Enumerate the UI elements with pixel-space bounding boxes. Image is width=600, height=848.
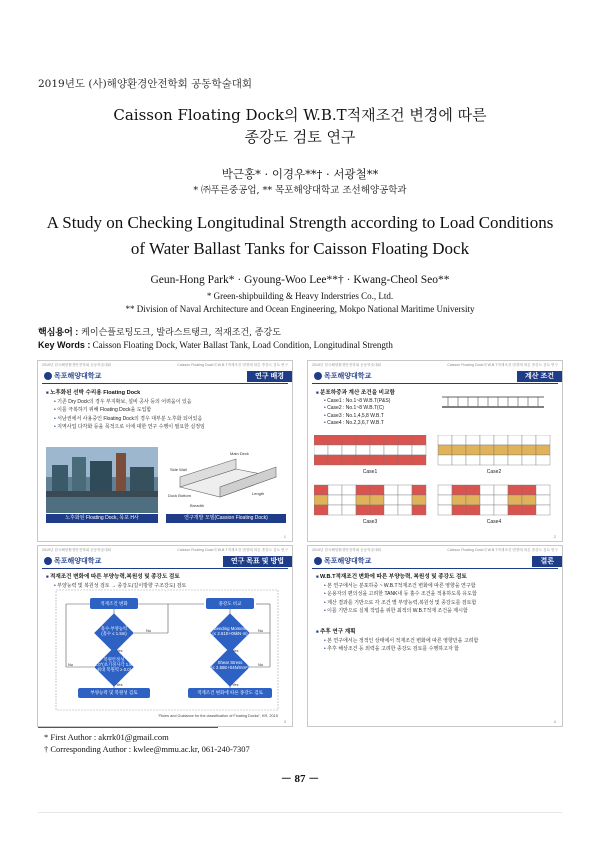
keywords-korean-text: 케이슨플로팅도크, 발라스트탱크, 적재조건, 종강도 [78, 328, 281, 338]
flow-strength-compare-box: 종강도 비교 [206, 598, 254, 609]
flowchart [38, 546, 293, 727]
flow-no-label: No [258, 662, 264, 667]
bullet-main: ■ 추후 연구 계획 [316, 627, 556, 635]
list-item: • 기존 Dry Dock의 경우 부지확보, 설비 공사 등의 어려움이 있음 [54, 398, 286, 405]
tank-cell [314, 455, 328, 465]
affiliation-english-line1: * Green-shipbuilding & Heavy Inderstries Co., Ltd. [206, 291, 394, 301]
tank-cell [536, 505, 550, 515]
tank-cell [508, 435, 522, 445]
tank-cell [438, 435, 452, 445]
tank-cell [398, 445, 412, 455]
footnote-rule [38, 727, 218, 728]
tank-cell [466, 505, 480, 515]
university-emblem-icon [44, 372, 52, 380]
flow-stability-review-box: 부양능력 및 복원성 검토 [78, 688, 150, 698]
tank-cell [522, 445, 536, 455]
tank-cell [438, 455, 452, 465]
title-korean-line2: 종강도 검토 연구 [244, 128, 356, 146]
bullet-main: ■ 적재조건 변화에 따른 부양능력,복원성 및 종강도 검토 [46, 572, 286, 580]
list-item: • 이를 극복하기 위해 Floating Dock을 도입함 [54, 406, 286, 413]
university-emblem-icon [314, 557, 322, 565]
tank-cell [536, 435, 550, 445]
flow-diamond-bending-text [198, 626, 262, 636]
list-item: • 부양능력 및 복원성 검토 → 종강도(길이방향 구조강도) 검토 [54, 582, 286, 589]
slide-header [38, 361, 292, 370]
flow-diamond-stability-text [82, 657, 146, 672]
slide-page-number: 1 [283, 534, 286, 539]
caption-left: 노후화된 Floating Dock, 목포 H사 [46, 514, 158, 523]
tank-cell [342, 485, 356, 495]
list-item: • 계산 결과를 기반으로 각 조건 별 부양능력,복원성 및 종강도를 검토함 [324, 599, 556, 606]
tank-cell [494, 505, 508, 515]
section-title: 계산 조건 [517, 371, 562, 382]
title-korean [0, 104, 600, 148]
tank-cell [328, 435, 342, 445]
page-bottom-rule [38, 812, 562, 813]
slide-header-right: Caisson Floating Dock의 W.B.T적재조건 변경에 따른 종강도 검토 연구 [447, 548, 558, 552]
tank-cell [314, 435, 328, 445]
tank-cell [466, 485, 480, 495]
section-title: 연구 목표 및 방법 [223, 556, 292, 567]
tank-cell [342, 505, 356, 515]
flow-d4-label: Shear Stress [217, 660, 243, 665]
title-english-line2: of Water Ballast Tanks for Caisson Floating Dock [130, 239, 470, 258]
flow-yes-label: Yes [116, 648, 123, 653]
conference-header: 2019년도 (사)해양환경안전학회 공동학술대회 [38, 78, 253, 90]
tank-cell [522, 455, 536, 465]
list-item: • 서남권에서 사용중인 Floating Dock의 경우 대부분 노후화 되어있음 [54, 415, 286, 422]
flowchart-connectors [38, 546, 293, 727]
tank-cell [384, 435, 398, 445]
tank-cell [342, 435, 356, 445]
slide-page-number: 3 [283, 719, 286, 724]
page-number: － 87 － [280, 773, 320, 785]
tank-cell [328, 445, 342, 455]
bullet-list [316, 387, 436, 428]
tank-cell [384, 495, 398, 505]
floating-dock-photo [46, 447, 158, 513]
tank-case-diagrams [314, 435, 558, 531]
keywords-korean [38, 325, 281, 338]
tank-cell [480, 455, 494, 465]
tank-cell [328, 455, 342, 465]
tank-cell [494, 445, 508, 455]
list-item: • 본 연구에서는 분포하중 ~ W.B.T적재조건 변화에 따른 영향을 연구함 [324, 582, 556, 589]
caption-right: 연구개발 모델(Cassion Floating Dock) [166, 514, 286, 523]
model-label-mid: Side Wall [170, 467, 187, 472]
list-item: • Case3 : No.1,4,5,8 W.B.T [324, 413, 436, 419]
tank-cell [356, 505, 370, 515]
bullet-list-future [316, 626, 556, 654]
title-english-line1: A Study on Checking Longitudinal Strength according to Load Conditions [46, 213, 554, 232]
flow-d2-sub: (1.0°(초기경사각 1.5°) [93, 662, 135, 667]
tank-cell [314, 505, 328, 515]
tank-cell [328, 485, 342, 495]
footnote-corresponding-author: † Corresponding Author : kwlee@mmu.ac.kr, 061-240-7307 [44, 744, 250, 754]
affiliation-english-line2: ** Division of Naval Architecture and Ocean Engineering, Mokpo National Maritime University [125, 304, 475, 314]
tank-cell [452, 485, 466, 495]
slide-header-left: 2019년 한국해양환경안전학회 공동학술대회 [42, 548, 112, 552]
tank-cell [342, 495, 356, 505]
tank-cell [466, 435, 480, 445]
tank-cell [536, 495, 550, 505]
tank-cell [412, 505, 426, 515]
keywords-english-label: Key Words : [38, 340, 91, 350]
flow-d3-sub: (≤ 2.61E+05kN·m) [212, 631, 248, 636]
tank-cell [370, 435, 384, 445]
tank-cell [370, 455, 384, 465]
case-label: Case1 [362, 469, 378, 475]
distributed-load-diagram [438, 395, 548, 409]
flow-diamond-draft-text [84, 626, 144, 636]
flow-diamond-shear-text [198, 660, 262, 670]
list-item: • Case1 : No.1~8 W.B.T(P&S) [324, 398, 436, 404]
tank-cell [508, 445, 522, 455]
list-item: • 이를 기반으로 실제 작업을 위한 최적의 W.B.T적재 조건을 제시함 [324, 607, 556, 614]
tank-cell [328, 495, 342, 505]
tank-cell [452, 455, 466, 465]
tank-cell [522, 485, 536, 495]
tank-cell [384, 485, 398, 495]
flow-load-change-box: 적재조건 변화 [90, 598, 138, 609]
list-item: • 본 연구에서는 정적인 상태에서 적재조건 변화에 따른 영향만을 고려함 [324, 637, 556, 644]
authors-korean: 박근홍* · 이경우**† · 서광철** [221, 167, 379, 181]
tank-cell [370, 495, 384, 505]
slide-research-goal-method [37, 545, 293, 727]
slide-conclusion [307, 545, 563, 727]
tank-cell [384, 505, 398, 515]
flow-d1-label: 흘수·부양능력 [100, 626, 128, 631]
tank-cell [522, 495, 536, 505]
case-label: Case3 [362, 519, 378, 525]
affiliation-english [0, 291, 600, 314]
tank-cell [438, 505, 452, 515]
tank-cell [314, 495, 328, 505]
model-label-left: Dock Bottom [168, 493, 191, 498]
tank-cell [480, 505, 494, 515]
tank-cell [452, 445, 466, 455]
authors-english: Geun-Hong Park* · Gyoung-Woo Lee**† · Kwang-Cheol Seo** [150, 274, 450, 286]
header-rule [312, 568, 558, 569]
tank-cell [536, 445, 550, 455]
tank-cell [328, 505, 342, 515]
tank-cell [384, 445, 398, 455]
tank-cell [412, 435, 426, 445]
tank-cell [466, 455, 480, 465]
flow-no-label: No [146, 628, 152, 633]
flow-d4-sub: (≤ 2.55E+04N/mm²) [211, 665, 249, 670]
university-logo [314, 371, 371, 381]
list-item: • 운용자의 편의성을 고려한 TANK내 등 흘수 조건을 적용하도록 유도함 [324, 590, 556, 597]
list-item: • Case4 : No.2,3,6,7 W.B.T [324, 420, 436, 426]
tank-cell [438, 445, 452, 455]
caisson-dock-model-drawing [166, 447, 286, 513]
tank-cell [438, 485, 452, 495]
tank-cell [412, 485, 426, 495]
tank-cell [522, 505, 536, 515]
tank-cell [536, 455, 550, 465]
tank-cell [494, 435, 508, 445]
section-title: 결론 [532, 556, 562, 567]
tank-cell [370, 485, 384, 495]
tank-cell [494, 455, 508, 465]
university-logo-text: 목포해양대학교 [54, 373, 102, 380]
flow-yes-label: Yes [116, 682, 123, 687]
tank-cell [356, 455, 370, 465]
slide-page-number: 4 [553, 719, 556, 724]
slide-calculation-conditions [307, 360, 563, 542]
tank-cell [342, 455, 356, 465]
tank-cell [536, 485, 550, 495]
tank-cell [480, 485, 494, 495]
flowchart-reference: "Rules and Guidance for the classification of Floating Docks", KR, 2015 [158, 714, 278, 718]
flow-no-label: No [68, 662, 74, 667]
keywords-english [38, 340, 393, 351]
tank-cell [356, 445, 370, 455]
title-english [0, 210, 600, 262]
slide-header [308, 546, 562, 555]
flow-no-label: No [258, 628, 264, 633]
flow-d3-label: Bending Moment [213, 626, 247, 631]
university-logo-text: 목포해양대학교 [324, 373, 372, 380]
tank-cell [398, 485, 412, 495]
footnote-first-author: * First Author : akrrk01@gmail.com [44, 732, 169, 742]
slide-header-left: 2019년 한국해양환경안전학회 공동학술대회 [312, 548, 382, 552]
tank-cell [438, 495, 452, 505]
tank-cell [494, 495, 508, 505]
university-logo [44, 371, 101, 381]
flow-yes-label: Yes [232, 648, 239, 653]
slide-header [308, 361, 562, 370]
slide-header-right: Caisson Floating Dock의 W.B.T적재조건 변경에 따른 종강도 검토 연구 [177, 548, 288, 552]
flow-d2-sub2: 최대 복원력 ≥ 0.0) [96, 667, 132, 672]
case-label: Case4 [486, 519, 502, 525]
tank-cell [452, 495, 466, 505]
slide-header-left: 2019년 한국해양환경안전학회 공동학술대회 [42, 363, 112, 367]
flow-d2-label: 복원안정성 [103, 657, 125, 662]
tank-cell [398, 455, 412, 465]
tank-cell [384, 455, 398, 465]
university-logo-text: 목포해양대학교 [324, 558, 372, 565]
header-rule [42, 383, 288, 384]
university-emblem-icon [314, 372, 322, 380]
tank-cell [412, 445, 426, 455]
tank-cell [356, 435, 370, 445]
tank-cell [398, 495, 412, 505]
tank-cell [494, 485, 508, 495]
keywords-korean-label: 핵심용어 : [38, 327, 79, 337]
affiliation-korean: * ㈜푸른중공업, ** 목포해양대학교 조선해양공학과 [193, 185, 407, 196]
tank-cell [370, 505, 384, 515]
university-logo [314, 556, 371, 566]
tank-cell [412, 495, 426, 505]
tank-cell [342, 445, 356, 455]
slide-header-left: 2019년 한국해양환경안전학회 공동학술대회 [312, 363, 382, 367]
tank-cell [452, 435, 466, 445]
title-korean-line1: Caisson Floating Dock의 W.B.T적재조건 변경에 따른 [113, 106, 487, 124]
model-label-top: Main Deck [230, 451, 249, 456]
tank-cell [452, 505, 466, 515]
flow-yes-label: Yes [232, 682, 239, 687]
tank-cell [480, 435, 494, 445]
tank-cell [314, 485, 328, 495]
tank-cell [466, 445, 480, 455]
university-logo-text: 목포해양대학교 [54, 558, 102, 565]
flow-d1-sub: (흘수 ≤ 1.5m) [101, 631, 127, 636]
tank-cell [356, 485, 370, 495]
tank-cell [508, 495, 522, 505]
bullet-list [46, 387, 286, 432]
tank-cell [370, 445, 384, 455]
list-item: • 추후 해상조건 등 외력을 고려한 종강도 검토를 수행하고자 함 [324, 645, 556, 652]
tank-cell [412, 455, 426, 465]
tank-cell [508, 455, 522, 465]
tank-cell [480, 445, 494, 455]
bullet-main: ■ 분포하중과 계산 조건을 비교함 [316, 388, 436, 396]
slide-header-right: Caisson Floating Dock의 W.B.T적재조건 변경에 따른 종강도 검토 연구 [177, 363, 288, 367]
tank-cell [508, 505, 522, 515]
list-item: • Case2 : No.1~8 W.B.T(C) [324, 405, 436, 411]
header-rule [312, 383, 558, 384]
tank-cell [398, 435, 412, 445]
slide-page-number: 2 [553, 534, 556, 539]
keywords-english-text: Caisson Floating Dock, Water Ballast Tank, Load Condition, Longitudinal Strength [90, 340, 393, 350]
tank-cell [398, 505, 412, 515]
tank-cell [314, 445, 328, 455]
tank-cell [508, 485, 522, 495]
slide-header-right: Caisson Floating Dock의 W.B.T적재조건 변경에 따른 종강도 검토 연구 [447, 363, 558, 367]
tank-cell [356, 495, 370, 505]
case-label: Case2 [486, 469, 502, 475]
bullet-main: ■ W.B.T적재조건 변화에 따른 부양능력, 복원성 및 종강도 검토 [316, 572, 556, 580]
bullet-list-conclusion [316, 571, 556, 616]
tank-cell [522, 435, 536, 445]
list-item: • 지역사업 다각화 등을 목적으로 이에 대한 연구 수행이 필요한 실정임 [54, 423, 286, 430]
slide-research-background [37, 360, 293, 542]
model-label-breadth: Breadth [190, 503, 205, 508]
model-label-length: Length [252, 491, 265, 496]
tank-cell [466, 495, 480, 505]
bullet-main: ■ 노후화된 선박 수리용 Floating Dock [46, 388, 286, 396]
section-title: 연구 배경 [247, 371, 292, 382]
tank-cell [480, 495, 494, 505]
flow-strength-review-box: 적재조건 변화에 따른 종강도 검토 [188, 688, 272, 698]
